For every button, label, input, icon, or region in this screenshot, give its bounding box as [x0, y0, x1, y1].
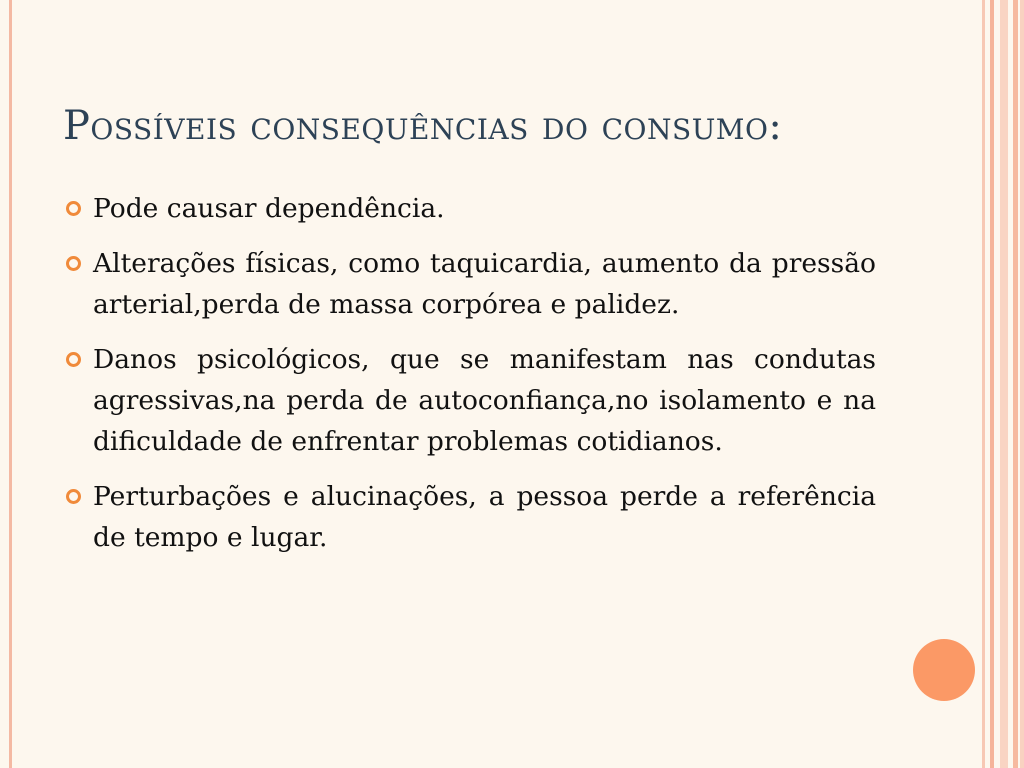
right-border-stripe	[1013, 0, 1018, 768]
bullet-circle-icon	[66, 201, 81, 216]
bullet-item	[63, 339, 876, 462]
right-border-stripe	[982, 0, 985, 768]
bullet-text: Perturbações e alucinações, a pessoa perde a referência de tempo e lugar.	[93, 481, 876, 553]
left-border-line	[9, 0, 12, 768]
bullet-circle-icon	[66, 489, 81, 504]
right-border-stripe	[1000, 0, 1008, 768]
bullet-circle-icon	[66, 352, 81, 367]
bullet-text: Pode causar dependência.	[93, 193, 445, 224]
bullet-item	[63, 243, 876, 325]
bullet-text: Danos psicológicos, que se manifestam nas condutas agressivas,na perda de autoconfiança,no isolamento e na dificuldade de enfrentar problemas cotidianos.	[93, 344, 876, 457]
slide-title: Possíveis consequências do consumo:	[63, 103, 783, 149]
right-border-stripe	[1020, 0, 1024, 768]
bullet-item	[63, 476, 876, 558]
bullet-list	[63, 188, 876, 572]
bullet-circle-icon	[66, 256, 81, 271]
decorative-orange-circle	[913, 639, 975, 701]
bullet-text: Alterações físicas, como taquicardia, aumento da pressão arterial,perda de massa corpórea e palidez.	[93, 248, 876, 320]
bullet-item	[63, 188, 876, 229]
right-border-stripe	[990, 0, 994, 768]
